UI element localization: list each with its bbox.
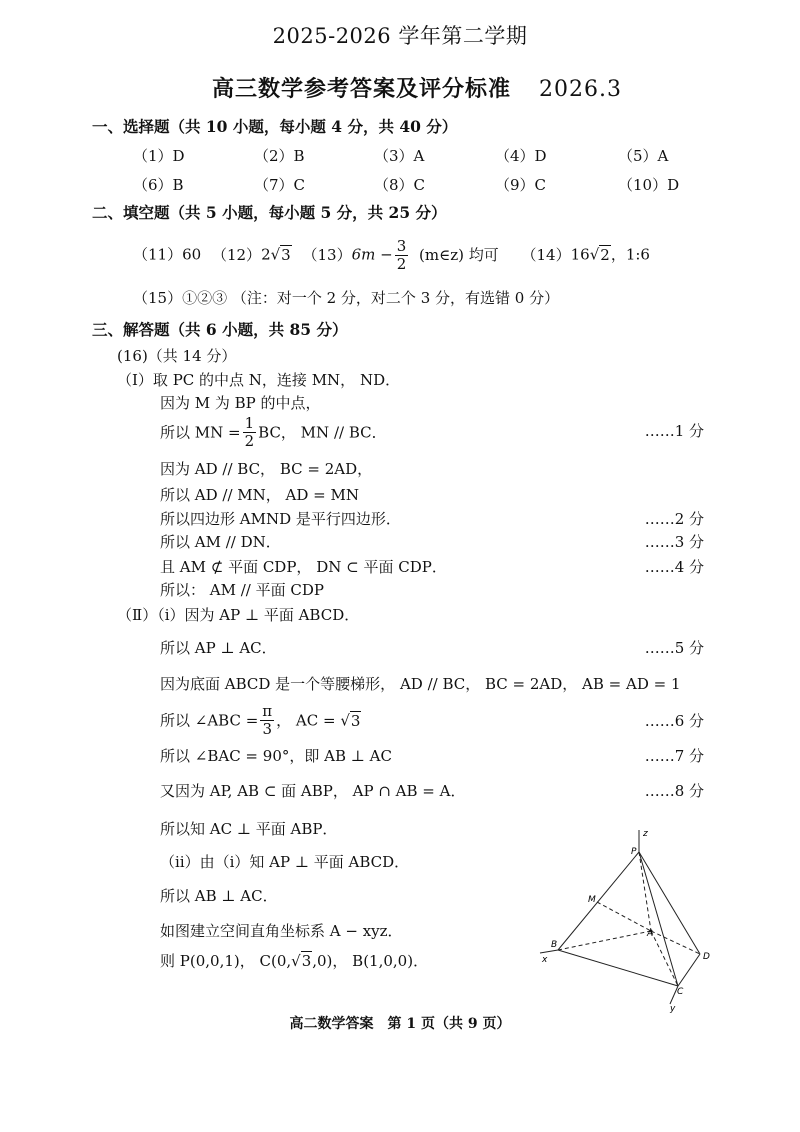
page-title	[212, 72, 622, 103]
edge-CD	[678, 954, 700, 986]
step-8: 且 AM ⊄ 平面 CDP， DN ⊂ 平面 CDP．	[160, 558, 447, 576]
answer-1: （1）D	[133, 147, 185, 165]
answer-15: （15）①②③ （注：对一个 2 分，对二个 3 分，有选错 0 分）	[133, 289, 560, 307]
step-3: 所以 MN = $\frac{1}{2}$ BC， MN // BC．	[160, 414, 387, 450]
term-title: 2025-2026 学年第二学期	[272, 24, 528, 48]
fraction-3-2: $\frac{3}{2}$	[396, 237, 407, 273]
answer-4: （4）D	[495, 147, 547, 165]
step-19: 如图建立空间直角坐标系 A − xyz．	[160, 922, 403, 940]
label-D: D	[703, 952, 710, 962]
step-20: 则 P(0,0,1)， C(0,√3,0)， B(1,0,0)．	[160, 952, 429, 970]
answer-2: （2）B	[254, 147, 305, 165]
score-3: ……3 分	[644, 533, 704, 551]
answer-14-value: 16√2	[570, 245, 610, 264]
fraction-1-2: $\frac{1}{2}$	[244, 414, 255, 450]
score-1: ……1 分	[644, 422, 704, 440]
step-15: 又因为 AP, AB ⊂ 面 ABP， AP ∩ AB = A．	[160, 782, 466, 800]
step-6: 所以四边形 AMND 是平行四边形．	[160, 510, 401, 528]
score-8: ……8 分	[644, 782, 704, 800]
step-14: 所以 ∠BAC = 90°，即 AB ⊥ AC	[160, 747, 392, 765]
step-16: 所以知 AC ⊥ 平面 ABP．	[160, 820, 338, 838]
answer-3: （3）A	[374, 147, 425, 165]
answer-10: （10）D	[618, 176, 680, 194]
label-y: y	[670, 1004, 676, 1014]
fraction-pi-3: $\frac{\pi}{3}$	[262, 702, 273, 738]
step-17: （ⅱ）由（ⅰ）知 AP ⊥ 平面 ABCD．	[160, 853, 410, 871]
label-M: M	[588, 895, 596, 905]
step-1: （Ⅰ）取 PC 的中点 N，连接 MN， ND．	[117, 371, 401, 389]
score-5: ……5 分	[644, 639, 704, 657]
edge-PA	[639, 852, 651, 931]
segment-MA	[597, 902, 651, 931]
label-A: A	[647, 929, 654, 939]
answer-13-expr: 6m −	[351, 245, 393, 264]
answer-7: （7）C	[254, 176, 306, 194]
fill-answers-row	[133, 238, 650, 272]
title-date: 2026.3	[539, 77, 622, 102]
edge-PB	[558, 852, 639, 950]
score-4: ……4 分	[644, 558, 704, 576]
q16-heading: (16)（共 14 分）	[117, 347, 237, 365]
step-2: 因为 M 为 BP 的中点，	[160, 394, 321, 412]
section-choice-heading: 一、选择题（共 10 小题，每小题 4 分，共 40 分）	[92, 117, 458, 136]
edge-PC	[639, 852, 678, 986]
answer-6: （6）B	[133, 176, 184, 194]
answer-9: （9）C	[495, 176, 547, 194]
answer-5: （5）A	[618, 147, 669, 165]
section-fill-heading: 二、填空题（共 5 小题，每小题 5 分，共 25 分）	[92, 203, 447, 222]
step-13: 所以 ∠ABC = $\frac{\pi}{3}$ ， AC = √3	[160, 702, 361, 738]
label-z: z	[643, 829, 648, 839]
edge-BC	[558, 950, 678, 986]
label-C: C	[677, 987, 684, 997]
score-6: ……6 分	[644, 712, 704, 730]
step-4: 因为 AD // BC， BC = 2AD，	[160, 460, 373, 478]
answer-13-note: (m∈z) 均可	[419, 245, 499, 264]
answer-14-label: （14）	[521, 245, 571, 264]
score-2: ……2 分	[644, 510, 704, 528]
x-axis	[540, 950, 558, 953]
answer-8: （8）C	[374, 176, 426, 194]
answer-13-label: （13）	[302, 245, 352, 264]
section-solution-heading: 三、解答题（共 6 小题，共 85 分）	[92, 320, 348, 339]
pyramid-figure	[530, 826, 730, 1016]
step-5: 所以 AD // MN， AD = MN	[160, 486, 359, 504]
step-7: 所以 AM // DN．	[160, 533, 281, 551]
answer-12-value: 2√3	[261, 245, 291, 264]
step-12: 因为底面 ABCD 是一个等腰梯形， AD // BC， BC = 2AD， AB = AD = 1	[160, 675, 681, 693]
step-18: 所以 AB ⊥ AC．	[160, 887, 278, 905]
label-B: B	[551, 940, 558, 950]
score-7: ……7 分	[644, 747, 704, 765]
answer-11: （11）60	[133, 245, 202, 264]
answer-12-label: （12）	[211, 245, 262, 264]
label-x: x	[542, 955, 548, 965]
step-10: （Ⅱ）（ⅰ）因为 AP ⊥ 平面 ABCD．	[117, 606, 360, 624]
step-9: 所以： AM // 平面 CDP	[160, 581, 324, 599]
title-text: 高三数学参考答案及评分标准	[212, 76, 512, 102]
answer-14-ratio: ，1:6	[610, 245, 650, 264]
step-11: 所以 AP ⊥ AC．	[160, 639, 277, 657]
label-P: P	[631, 847, 637, 857]
page-footer: 高二数学答案 第 1 页（共 9 页）	[289, 1016, 511, 1032]
